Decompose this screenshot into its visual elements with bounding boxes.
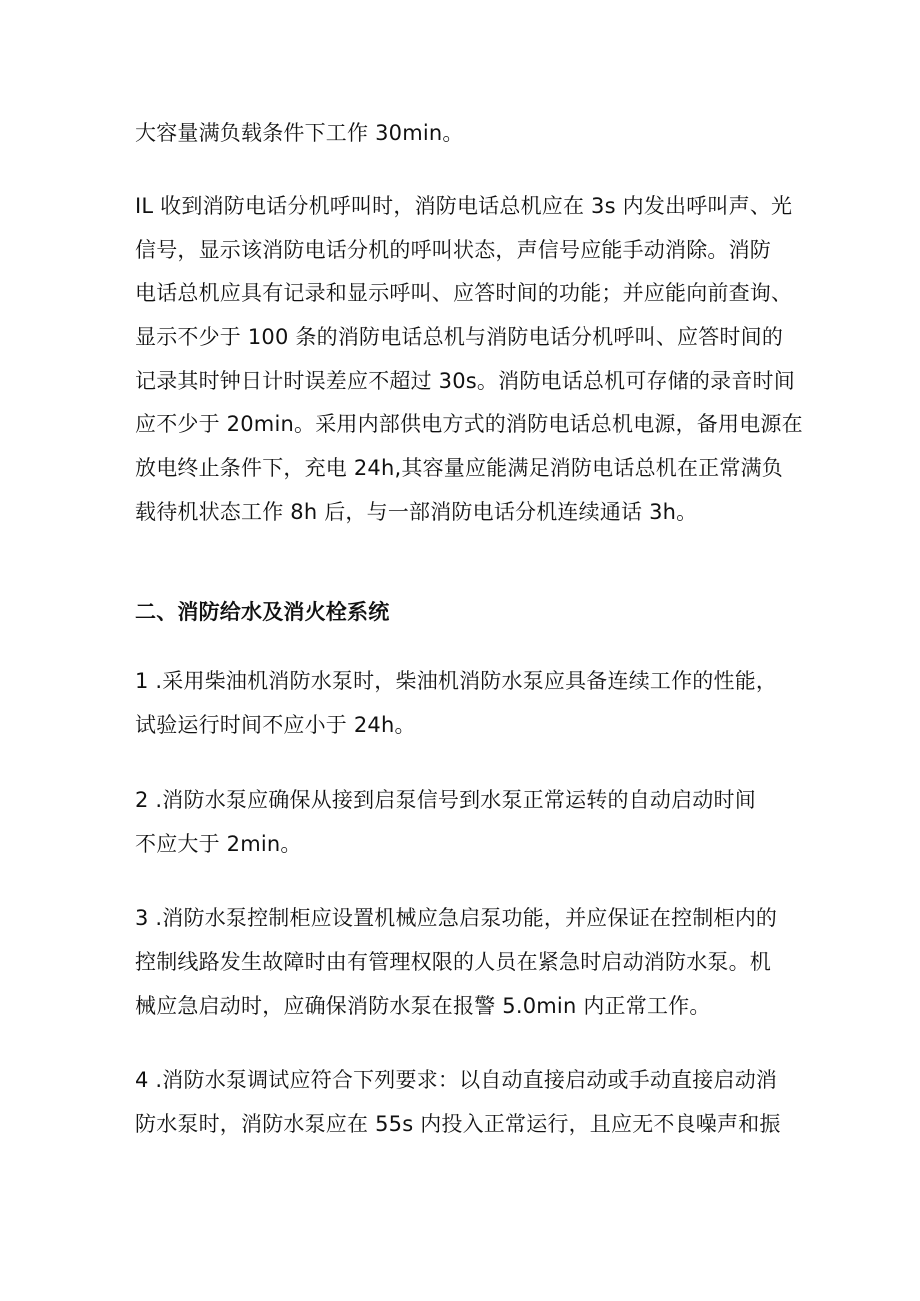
paragraph-line: 2 .消防水泵应确保从接到启泵信号到水泵正常运转的自动启动时间: [135, 788, 756, 812]
paragraph-line: 显示不少于 100 条的消防电话总机与消防电话分机呼叫、应答时间的: [135, 325, 784, 349]
paragraph-line: 不应大于 2min。: [135, 832, 302, 856]
paragraph-line: 应不少于 20min。采用内部供电方式的消防电话总机电源，备用电源在: [135, 412, 803, 436]
paragraph-line: 记录其时钟日计时误差应不超过 30s。消防电话总机可存储的录音时间: [135, 369, 795, 393]
paragraph-line: 试验运行时间不应小于 24h。: [135, 713, 416, 737]
paragraph-line: 放电终止条件下，充电 24h,其容量应能满足消防电话总机在正常满负: [135, 456, 783, 480]
paragraph-line: 械应急启动时，应确保消防水泵在报警 5.0min 内正常工作。: [135, 994, 711, 1018]
section-heading: 二、消防给水及消火栓系统: [135, 600, 390, 624]
paragraph-line: 1 .采用柴油机消防水泵时，柴油机消防水泵应具备连续工作的性能，: [135, 669, 778, 693]
paragraph-line: 载待机状态工作 8h 后，与一部消防电话分机连续通话 3h。: [135, 500, 698, 524]
paragraph-line: 3 .消防水泵控制柜应设置机械应急启泵功能，并应保证在控制柜内的: [135, 906, 778, 930]
paragraph-line: IL 收到消防电话分机呼叫时，消防电话总机应在 3s 内发出呼叫声、光: [135, 194, 793, 218]
paragraph-line: 大容量满负载条件下工作 30min。: [135, 121, 464, 145]
paragraph-line: 控制线路发生故障时由有管理权限的人员在紧急时启动消防水泵。机: [135, 950, 771, 974]
paragraph-line: 信号，显示该消防电话分机的呼叫状态，声信号应能手动消除。消防: [135, 238, 771, 262]
paragraph-line: 防水泵时，消防水泵应在 55s 内投入正常运行，且应无不良噪声和振: [135, 1112, 781, 1136]
paragraph-line: 4 .消防水泵调试应符合下列要求：以自动直接启动或手动直接启动消: [135, 1068, 778, 1092]
paragraph-line: 电话总机应具有记录和显示呼叫、应答时间的功能；并应能向前查询、: [135, 281, 793, 305]
